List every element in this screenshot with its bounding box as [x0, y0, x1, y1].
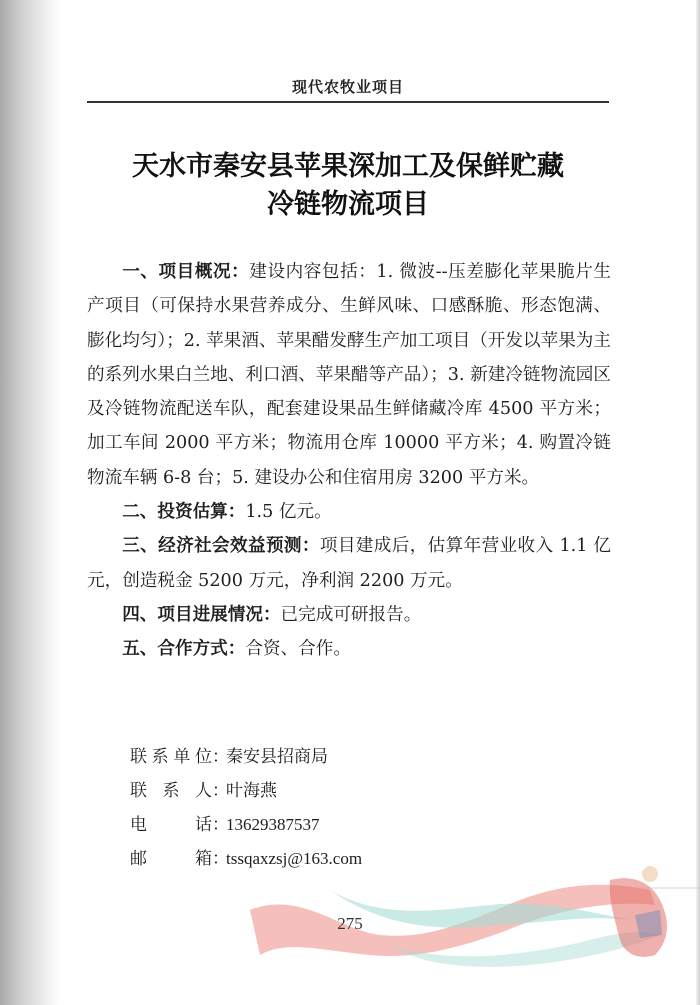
contact-label: 联 系 单 位 — [130, 747, 212, 767]
phone-number: 13629387537 — [226, 815, 320, 834]
title-line-2: 冷链物流项目 — [267, 189, 429, 220]
section-progress — [87, 598, 611, 632]
contact-phone: 电 话 ： 13629387537 — [130, 808, 362, 842]
section-heading: 二、投资估算： — [122, 502, 246, 523]
contact-unit: 联 系 单 位 ： 秦安县招商局 — [130, 740, 362, 774]
title-line-1: 天水市秦安县苹果深加工及保鲜贮藏 — [132, 151, 564, 182]
section-text: 合资、合作。 — [245, 639, 351, 660]
section-text: 项目建成后，估算年营业收入 1.1 亿元，创造税金 5200 万元，净利润 2200 万元。 — [87, 536, 611, 591]
section-investment — [87, 495, 611, 529]
document-title — [87, 148, 609, 224]
header-rule — [87, 101, 609, 103]
section-overview — [87, 255, 611, 495]
section-text: 建设内容包括：1. 微波--压差膨化苹果脆片生产项目（可保持水果营养成分、生鲜风味、口感酥脆、形态饱满、膨化均匀）；2. 苹果酒、苹果醋发酵生产加工项目（开发以苹果为主的系列水果白兰地、利口酒、苹果醋等产品）；3. 新建冷链物流园区及冷链物流配送车队，配套建设果品生鲜储藏冷库 4500 平方米；加工车间 2000 平方米；物流用仓库 10000 平方米；4. 购置冷链物流车辆 6-8 台；5. 建设办公和住宿用房 3200 平方米。 — [87, 262, 611, 488]
page-right-edge — [696, 0, 700, 1005]
section-benefits — [87, 529, 611, 598]
contact-label: 邮 箱 — [130, 849, 212, 869]
section-heading: 一、项目概况： — [122, 262, 250, 282]
contact-value: 叶海燕 — [226, 781, 277, 801]
section-text: 已完成可研报告。 — [280, 604, 422, 625]
contact-label: 联 系 人 — [130, 781, 212, 801]
contact-value: 秦安县招商局 — [226, 747, 328, 767]
document-body — [87, 255, 611, 667]
email-address: tssqaxzsj@163.com — [226, 849, 363, 868]
contact-label: 电 话 — [130, 815, 212, 835]
contact-person: 联 系 人 ： 叶海燕 — [130, 774, 362, 808]
section-heading: 五、合作方式： — [122, 639, 246, 660]
page-number: 275 — [337, 914, 363, 933]
running-header: 现代农牧业项目 — [291, 78, 404, 96]
contact-block — [130, 740, 362, 876]
contact-email: 邮 箱 ： tssqaxzsj@163.com — [130, 842, 362, 876]
page-gutter-shadow — [0, 0, 60, 1005]
section-heading: 四、项目进展情况： — [122, 604, 281, 625]
section-cooperation — [87, 632, 611, 666]
section-text: 1.5 亿元。 — [245, 502, 332, 523]
section-heading: 三、经济社会效益预测： — [122, 536, 320, 557]
